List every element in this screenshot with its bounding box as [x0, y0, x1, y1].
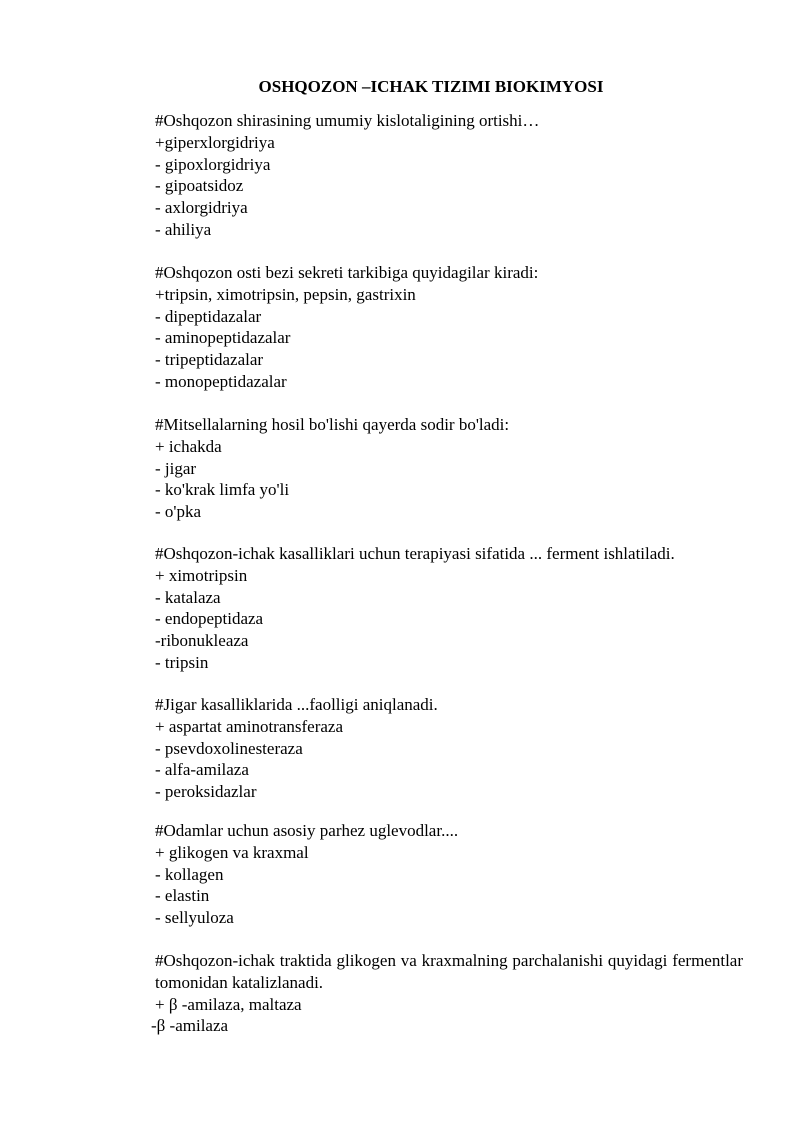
answer-option: - tripsin: [155, 652, 209, 672]
answer-option: + aspartat aminotransferaza: [155, 716, 343, 736]
answer-option: - aminopeptidazalar: [155, 328, 291, 348]
answer-option: - o'pka: [155, 502, 202, 522]
answer-option: + glikogen va kraxmal: [155, 842, 309, 862]
question-text: #Oshqozon-ichak traktida glikogen va kraxmalning parchalanishi quyidagi fermentlar tomonidan katalizlanadi.: [155, 951, 743, 992]
question-block: [155, 820, 743, 929]
question-block: [155, 414, 743, 523]
answer-option: + β -amilaza, maltaza: [155, 994, 302, 1014]
question-block: [155, 543, 743, 674]
answer-option: +tripsin, ximotripsin, pepsin, gastrixin: [155, 284, 416, 304]
answer-option: - endopeptidaza: [155, 609, 264, 629]
answer-option: - monopeptidazalar: [155, 371, 287, 391]
question-text: #Oshqozon shirasining umumiy kislotaligining ortishi…: [155, 111, 540, 130]
answer-option: + ximotripsin: [155, 565, 248, 585]
document-title: OSHQOZON –ICHAK TIZIMI BIOKIMYOSI: [258, 77, 604, 96]
question-block: [151, 950, 743, 1037]
answer-option: - gipoxlorgidriya: [155, 154, 271, 174]
question-text: #Mitsellalarning hosil bo'lishi qayerda sodir bo'ladi:: [155, 415, 510, 434]
answer-option: -ribonukleaza: [155, 631, 249, 651]
answer-option: - jigar: [155, 458, 197, 478]
answer-option: - tripeptidazalar: [155, 350, 264, 370]
question-text: #Oshqozon osti bezi sekreti tarkibiga quyidagilar kiradi:: [155, 263, 539, 282]
answer-option: - sellyuloza: [155, 908, 234, 928]
answer-option: + ichakda: [155, 436, 222, 456]
question-text: #Odamlar uchun asosiy parhez uglevodlar....: [155, 821, 459, 840]
answer-option: - ko'krak limfa yo'li: [155, 480, 290, 500]
answer-option: - psevdoxolinesteraza: [155, 738, 303, 758]
answer-option: - dipeptidazalar: [155, 306, 262, 326]
question-block: [155, 694, 743, 803]
answer-option: - axlorgidriya: [155, 198, 248, 218]
answer-option: - katalaza: [155, 587, 221, 607]
answer-option: - gipoatsidoz: [155, 176, 244, 196]
answer-option: +giperxlorgidriya: [155, 132, 275, 152]
answer-option: - elastin: [155, 886, 210, 906]
question-block: [155, 262, 743, 393]
answer-option: - kollagen: [155, 864, 224, 884]
question-text: #Jigar kasalliklarida ...faolligi aniqlanadi.: [155, 695, 438, 714]
answer-option: -β -amilaza: [151, 1016, 229, 1036]
question-block: [155, 110, 743, 241]
answer-option: - alfa-amilaza: [155, 760, 249, 780]
answer-option: - peroksidazlar: [155, 782, 257, 802]
answer-option: - ahiliya: [155, 219, 212, 239]
question-text: #Oshqozon-ichak kasalliklari uchun terapiyasi sifatida ... ferment ishlatiladi.: [155, 544, 675, 563]
